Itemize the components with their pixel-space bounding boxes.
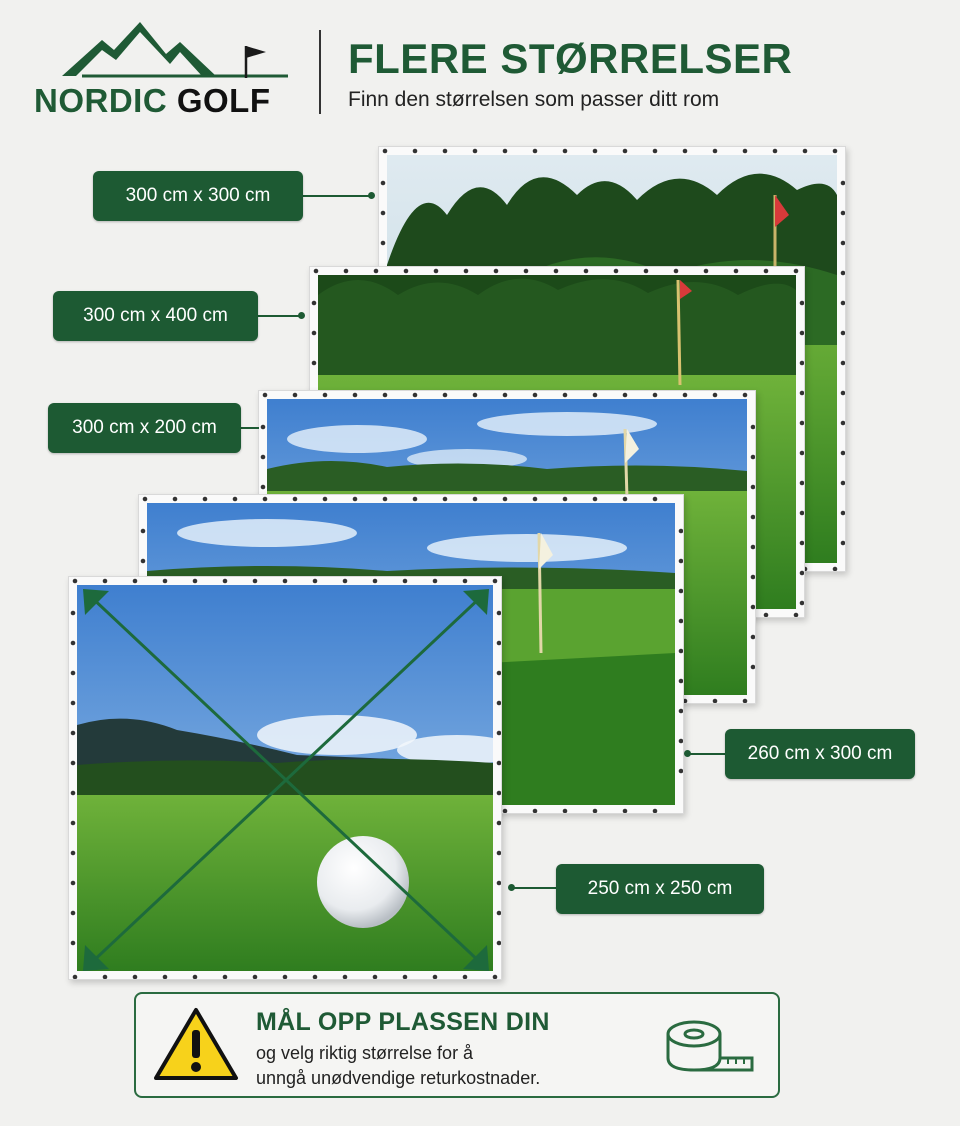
- grommet: [653, 497, 658, 502]
- notice-text-line1: og velg riktig størrelse for å: [256, 1043, 474, 1063]
- grommet: [751, 605, 755, 610]
- brand-name-part2: GOLF: [176, 82, 271, 119]
- connector-260x300: [688, 753, 725, 755]
- grommet: [800, 601, 804, 606]
- size-label-260x300: 260 cm x 300 cm: [725, 729, 915, 779]
- grommet: [344, 269, 349, 274]
- grommet: [312, 301, 317, 306]
- grommet: [644, 269, 649, 274]
- grommet: [353, 393, 358, 398]
- size-label-250x250: 250 cm x 250 cm: [556, 864, 764, 914]
- grommet: [593, 393, 598, 398]
- grommet: [533, 149, 538, 154]
- grommet: [713, 149, 718, 154]
- grommet: [503, 497, 508, 502]
- grommet: [841, 481, 845, 486]
- grommet: [841, 391, 845, 396]
- grommet: [623, 809, 628, 813]
- grommet: [743, 699, 748, 703]
- brand-wordmark: [34, 82, 271, 120]
- grommet: [764, 269, 769, 274]
- grommet: [473, 393, 478, 398]
- grommet: [494, 269, 499, 274]
- header-divider: [319, 30, 321, 114]
- grommet: [653, 809, 658, 813]
- grommet: [679, 589, 683, 594]
- grommet: [841, 301, 845, 306]
- grommet: [833, 567, 838, 571]
- grommet: [503, 149, 508, 154]
- grommet: [773, 149, 778, 154]
- grommet: [751, 575, 755, 580]
- grommet: [743, 393, 748, 398]
- grommet: [473, 149, 478, 154]
- grommet: [794, 269, 799, 274]
- grommet: [841, 361, 845, 366]
- warning-icon: [152, 1006, 240, 1084]
- size-label-300x200: 300 cm x 200 cm: [48, 403, 241, 453]
- grommet: [533, 393, 538, 398]
- grommet: [794, 613, 799, 617]
- grommet: [473, 497, 478, 502]
- grommet: [800, 331, 804, 336]
- flag-icon: [240, 42, 270, 86]
- grommet: [679, 769, 683, 774]
- grommet: [524, 269, 529, 274]
- grommet: [233, 497, 238, 502]
- grommet: [563, 149, 568, 154]
- size-label-300x300: 300 cm x 300 cm: [93, 171, 303, 221]
- diagonal-arrows-icon: [69, 577, 501, 979]
- grommet: [263, 393, 268, 398]
- grommet: [713, 699, 718, 703]
- measure-notice: [134, 992, 780, 1098]
- grommet: [563, 809, 568, 813]
- notice-text-line2: unngå unødvendige returkostnader.: [256, 1068, 541, 1088]
- grommet: [800, 511, 804, 516]
- grommet: [623, 497, 628, 502]
- grommet: [593, 497, 598, 502]
- grommet: [841, 181, 845, 186]
- grommet: [683, 149, 688, 154]
- grommet: [674, 269, 679, 274]
- grommet: [593, 809, 598, 813]
- grommet: [413, 497, 418, 502]
- grommet: [464, 269, 469, 274]
- grommet: [841, 241, 845, 246]
- grommet: [203, 497, 208, 502]
- grommet: [679, 559, 683, 564]
- connector-300x200: [241, 427, 259, 429]
- grommet: [293, 393, 298, 398]
- grommet: [503, 809, 508, 813]
- grommet: [413, 393, 418, 398]
- grommet: [293, 497, 298, 502]
- grommet: [563, 393, 568, 398]
- grommet: [383, 149, 388, 154]
- grommet: [679, 679, 683, 684]
- grommet: [312, 361, 317, 366]
- grommet: [800, 391, 804, 396]
- connector-250x250: [512, 887, 556, 889]
- grommet: [679, 619, 683, 624]
- brand-name-part1: NORDIC: [34, 82, 168, 119]
- grommet: [141, 529, 146, 534]
- grommet: [563, 497, 568, 502]
- grommet: [443, 497, 448, 502]
- grommet: [800, 301, 804, 306]
- grommet: [584, 269, 589, 274]
- grommet: [841, 331, 845, 336]
- grommet: [679, 709, 683, 714]
- grommet: [841, 541, 845, 546]
- grommet: [533, 497, 538, 502]
- grommet: [314, 269, 319, 274]
- grommet: [800, 451, 804, 456]
- grommet: [263, 497, 268, 502]
- grommet: [751, 665, 755, 670]
- grommet: [143, 497, 148, 502]
- connector-dot: [298, 312, 305, 319]
- grommet: [841, 271, 845, 276]
- grommet: [261, 485, 266, 490]
- grommet: [653, 149, 658, 154]
- grommet: [800, 361, 804, 366]
- grommet: [841, 211, 845, 216]
- grommet: [533, 809, 538, 813]
- page-title: FLERE STØRRELSER: [348, 35, 793, 82]
- grommet: [381, 211, 386, 216]
- grommet: [800, 541, 804, 546]
- grommet: [261, 425, 266, 430]
- grommet: [751, 515, 755, 520]
- notice-title: MÅL OPP PLASSEN DIN: [256, 1008, 550, 1036]
- grommet: [751, 545, 755, 550]
- grommet: [593, 149, 598, 154]
- page-subtitle: Finn den størrelsen som passer ditt rom: [348, 88, 720, 111]
- grommet: [383, 393, 388, 398]
- grommet: [751, 485, 755, 490]
- grommet: [434, 269, 439, 274]
- brand-logo: [34, 18, 304, 123]
- grommet: [841, 451, 845, 456]
- grommet: [623, 393, 628, 398]
- grommet: [679, 529, 683, 534]
- grommet: [751, 425, 755, 430]
- grommet: [734, 269, 739, 274]
- grommet: [841, 511, 845, 516]
- grommet: [623, 149, 628, 154]
- connector-300x300: [303, 195, 373, 197]
- grommet: [751, 635, 755, 640]
- grommet: [713, 393, 718, 398]
- grommet: [381, 181, 386, 186]
- grommet: [800, 571, 804, 576]
- grommet: [443, 149, 448, 154]
- connector-300x400: [258, 315, 302, 317]
- grommet: [653, 393, 658, 398]
- grommet: [323, 393, 328, 398]
- grommet: [141, 559, 146, 564]
- grommet: [443, 393, 448, 398]
- grommet: [833, 149, 838, 154]
- grommet: [173, 497, 178, 502]
- grommet: [312, 331, 317, 336]
- grommet: [381, 241, 386, 246]
- grommet: [683, 393, 688, 398]
- size-label-300x400: 300 cm x 400 cm: [53, 291, 258, 341]
- grommet: [704, 269, 709, 274]
- banner-250x250: [68, 576, 502, 980]
- grommet: [764, 613, 769, 617]
- grommet: [800, 481, 804, 486]
- measuring-tape-icon: [664, 1018, 756, 1076]
- grommet: [679, 739, 683, 744]
- grommet: [679, 649, 683, 654]
- grommet: [413, 149, 418, 154]
- grommet: [404, 269, 409, 274]
- grommet: [803, 149, 808, 154]
- connector-dot: [368, 192, 375, 199]
- grommet: [353, 497, 358, 502]
- grommet: [374, 269, 379, 274]
- grommet: [503, 393, 508, 398]
- grommet: [323, 497, 328, 502]
- grommet: [261, 455, 266, 460]
- grommet: [743, 149, 748, 154]
- grommet: [751, 455, 755, 460]
- grommet: [841, 421, 845, 426]
- grommet: [383, 497, 388, 502]
- grommet: [800, 421, 804, 426]
- grommet: [614, 269, 619, 274]
- grommet: [554, 269, 559, 274]
